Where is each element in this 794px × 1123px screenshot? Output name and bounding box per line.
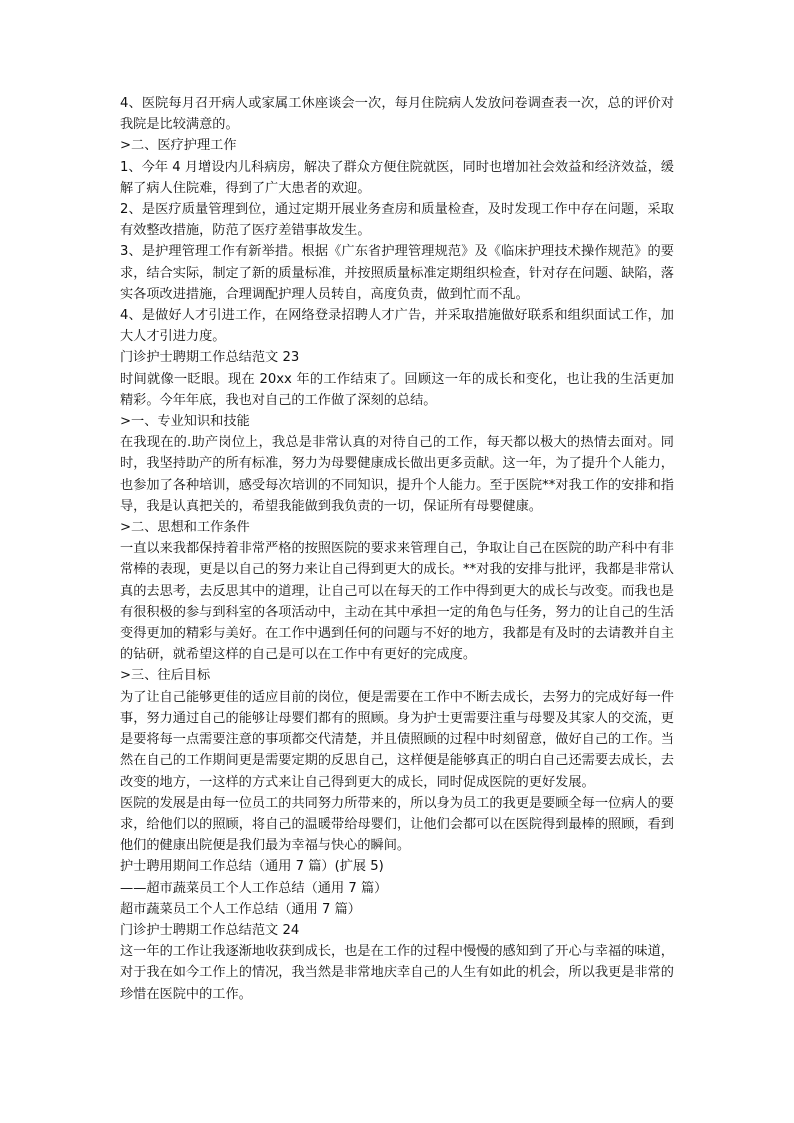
- section-heading-future-goals: >三、往后目标: [120, 668, 211, 684]
- paragraph-intro-24: 这一年的工作让我逐渐地收获到成长，也是在工作的过程中慢慢的感知到了开心与幸福的味道，对于我在如今工作上的情况，我当然是非常地庆幸自己的人生有如此的机会，所以我更是非常的珍惜在医院中的工作。: [120, 944, 674, 1002]
- section-heading-thinking-conditions: >二、思想和工作条件: [120, 520, 250, 536]
- paragraph-intro-23: 时间就像一眨眼。现在 20xx 年的工作结束了。回顾这一年的成长和变化，也让我的生活更加精彩。今年年底，我也对自己的工作做了深刻的总结。: [120, 371, 674, 408]
- section-heading-knowledge-skills: >一、专业知识和技能: [120, 414, 250, 430]
- paragraph-self-management: 一直以来我都保持着非常严格的按照医院的要求来管理自己，争取让自己在医院的助产科中有非常棒的表现，更是以自己的努力来让自己得到更大的成长。**对我的安排与批评，我都是非常认真的去思考，去反思其中的道理，让自己可以在每天的工作中得到更大的成长与改变。而我也是有很积极的参与到科室的各项活动中，主动在其中承担一定的角色与任务，努力的让自己的生活变得更加的精彩与美好。在工作中遇到任何的问题与不好的地方，我都是有及时的去请教并自主的钻研，就希望这样的自己是可以在工作中有更好的完成度。: [120, 541, 674, 663]
- paragraph-hospital-development: 医院的发展是由每一位员工的共同努力所带来的，所以身为员工的我更是要顾全每一位病人的要求，给他们以的照顾，将自己的温暖带给母婴们，让他们会都可以在医院得到最棒的照顾，看到他们的健康出院便是我们最为幸福与快心的瞬间。: [120, 795, 674, 854]
- paragraph-talent-recruitment: 4、是做好人才引进工作，在网络登录招聘人才广告，并采取措施做好联系和组织面试工作，加大人才引进力度。: [120, 308, 674, 345]
- paragraph-quality-management: 2、是医疗质量管理到位，通过定期开展业务查房和质量检查，及时发现工作中存在问题，采取有效整改措施，防范了医疗差错事故发生。: [120, 202, 674, 239]
- paragraph-future-goals: 为了让自己能够更佳的适应目前的岗位，便是需要在工作中不断去成长，去努力的完成好每一件事，努力通过自己的能够让母婴们都有的照顾。身为护士更需要注重与母婴及其家人的交流，更是要将每一点需要注意的事项都交代清楚，并且债照顾的过程中时刻留意，做好自己的工作。当然在自己的工作期间更是需要定期的反思自己，这样便是能够真正的明白自己还需要去成长，去改变的地方，一这样的方式来让自己得到更大的成长，同时促成医院的更好发展。: [120, 689, 674, 790]
- article-title-23: 门诊护士聘期工作总结范文 23: [120, 350, 300, 366]
- paragraph-satisfaction-survey: 4、医院每月召开病人或家属工休座谈会一次，每月住院病人发放问卷调查表一次，总的评价对我院是比较满意的。: [120, 96, 674, 133]
- section-heading-medical-care: >二、医疗护理工作: [120, 138, 237, 154]
- related-title-supermarket-dash: ——超市蔬菜员工个人工作总结（通用 7 篇）: [120, 880, 388, 896]
- paragraph-nursing-management: 3、是护理管理工作有新举措。根据《广东省护理管理规范》及《临床护理技术操作规范》的要求，结合实际，制定了新的质量标准，并按照质量标准定期组织检查，针对存在问题、缺陷，落实各项改进措施，合理调配护理人员转自，高度负责，做到忙而不乱。: [120, 244, 674, 302]
- paragraph-midwifery-post: 在我现在的.助产岗位上，我总是非常认真的对待自己的工作，每天都以极大的热情去面对。同时，我坚持助产的所有标准，努力为母婴健康成长做出更多贡献。这一年，为了提升个人能力，也参加了各种培训，感受每次培训的不同知识，提升个人能力。至于医院**对我工作的安排和指导，我是认真把关的，希望我能做到我负责的一切，保证所有母婴健康。: [120, 435, 674, 514]
- article-title-24: 门诊护士聘期工作总结范文 24: [120, 922, 300, 938]
- paragraph-new-ward: 1、今年 4 月增设内儿科病房，解决了群众方便住院就医，同时也增加社会效益和经济效益，缓解了病人住院难，得到了广大患者的欢迎。: [120, 159, 674, 196]
- related-title-supermarket: 超市蔬菜员工个人工作总结（通用 7 篇）: [120, 901, 361, 917]
- related-title-extension: 护士聘用期间工作总结（通用 7 篇）(扩展 5): [120, 859, 384, 875]
